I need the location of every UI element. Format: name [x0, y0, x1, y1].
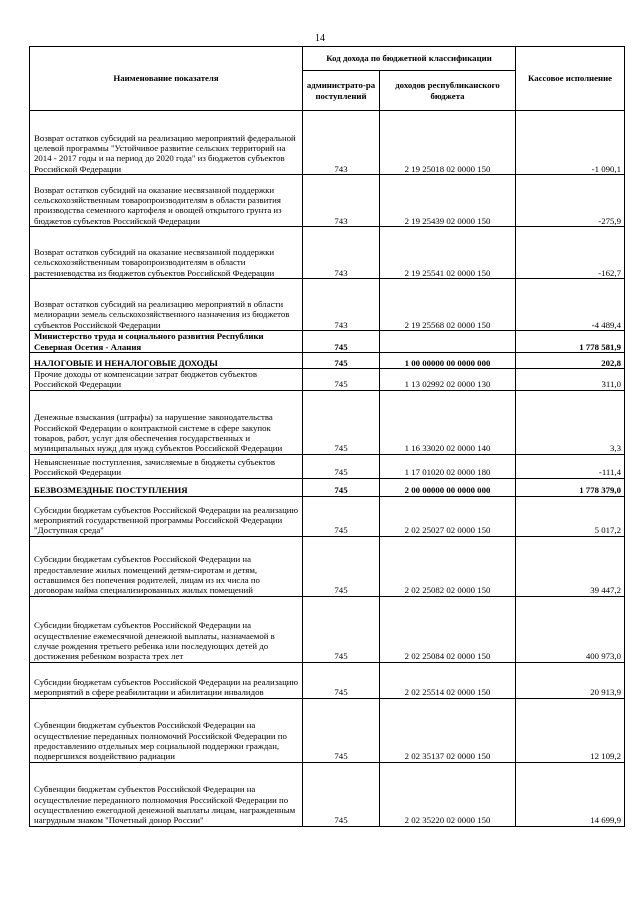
row-amount: -4 489,4: [516, 279, 625, 331]
table-row: [30, 596, 625, 662]
row-income-code: 2 19 25541 02 0000 150: [380, 227, 516, 279]
row-name: Денежные взыскания (штрафы) за нарушение законодательства Российской Федерации о контрактной системе в сфере закупок товаров, работ, услуг для обеспечения государственных и муниципальных нужд для нужд субъектов Российской Федерации: [30, 390, 303, 454]
table-row: [30, 390, 625, 454]
row-admin-code: 745: [303, 762, 380, 826]
header-code-group: Код дохода по бюджетной классификации: [303, 47, 516, 71]
row-income-code: 1 00 00000 00 0000 000: [380, 353, 516, 369]
row-income-code: [380, 331, 516, 353]
table-row: [30, 536, 625, 596]
table-row: [30, 662, 625, 698]
row-admin-code: 745: [303, 536, 380, 596]
row-name: Возврат остатков субсидий на реализацию мероприятий в области мелиорации земель сельскохозяйственного назначения из бюджетов субъектов Российской Федерации: [30, 279, 303, 331]
row-name: НАЛОГОВЫЕ И НЕНАЛОГОВЫЕ ДОХОДЫ: [30, 353, 303, 369]
row-name: Субсидии бюджетам субъектов Российской Федерации на реализацию мероприятий государственной программы Российской Федерации "Доступная среда": [30, 496, 303, 536]
table-row: [30, 331, 625, 353]
row-name: Невыясненные поступления, зачисляемые в бюджеты субъектов Российской Федерации: [30, 454, 303, 478]
row-admin-code: 745: [303, 369, 380, 391]
table-row: [30, 496, 625, 536]
row-income-code: 2 02 35220 02 0000 150: [380, 762, 516, 826]
row-amount: 12 109,2: [516, 698, 625, 762]
row-admin-code: 743: [303, 227, 380, 279]
table-row: [30, 369, 625, 391]
row-income-code: 1 13 02992 02 0000 130: [380, 369, 516, 391]
row-admin-code: 745: [303, 454, 380, 478]
row-income-code: 2 02 25082 02 0000 150: [380, 536, 516, 596]
row-name: Субсидии бюджетам субъектов Российской Федерации на осуществление ежемесячной денежной выплаты, назначаемой в случае рождения третьего ребенка или последующих детей до достижения ребенком возраста трех лет: [30, 596, 303, 662]
row-admin-code: 745: [303, 662, 380, 698]
row-admin-code: 745: [303, 478, 380, 496]
row-admin-code: 745: [303, 698, 380, 762]
row-income-code: 1 17 01020 02 0000 180: [380, 454, 516, 478]
page-number: 14: [315, 33, 325, 44]
row-amount: -111,4: [516, 454, 625, 478]
table-row: [30, 698, 625, 762]
row-admin-code: 745: [303, 331, 380, 353]
row-name: Прочие доходы от компенсации затрат бюджетов субъектов Российской Федерации: [30, 369, 303, 391]
header-admin: администрато-ра поступлений: [303, 71, 380, 111]
row-income-code: 2 02 25084 02 0000 150: [380, 596, 516, 662]
row-name: Субсидии бюджетам субъектов Российской Федерации на предоставление жилых помещений детям-сиротам и детям, оставшимся без попечения родителей, лицам из их числа по договорам найма специализированных жилых помещений: [30, 536, 303, 596]
row-name: Субвенции бюджетам субъектов Российской Федерации на осуществление переданного полномочия Российской Федерации по осуществлению ежегодной денежной выплаты лицам, награжденным нагрудным знаком "Почетный донор России": [30, 762, 303, 826]
row-income-code: 2 02 35137 02 0000 150: [380, 698, 516, 762]
row-income-code: 2 00 00000 00 0000 000: [380, 478, 516, 496]
table-row: [30, 762, 625, 826]
row-admin-code: 745: [303, 596, 380, 662]
row-amount: -275,9: [516, 175, 625, 227]
header-name: Наименование показателя: [30, 47, 303, 111]
table-row: [30, 227, 625, 279]
table-row: [30, 175, 625, 227]
row-income-code: 1 16 33020 02 0000 140: [380, 390, 516, 454]
row-amount: 202,8: [516, 353, 625, 369]
row-name: Субсидии бюджетам субъектов Российской Федерации на реализацию мероприятий в сфере реабилитации и абилитации инвалидов: [30, 662, 303, 698]
table-row: [30, 454, 625, 478]
row-income-code: 2 19 25439 02 0000 150: [380, 175, 516, 227]
row-amount: 39 447,2: [516, 536, 625, 596]
row-name: БЕЗВОЗМЕЗДНЫЕ ПОСТУПЛЕНИЯ: [30, 478, 303, 496]
row-admin-code: 745: [303, 496, 380, 536]
row-admin-code: 745: [303, 390, 380, 454]
row-admin-code: 743: [303, 111, 380, 175]
row-amount: 5 017,2: [516, 496, 625, 536]
row-amount: 20 913,9: [516, 662, 625, 698]
row-name: Субвенции бюджетам субъектов Российской Федерации на осуществление переданных полномочий Российской Федерации по предоставлению отдельных мер социальной поддержки граждан, подвергшихся воздействию радиации: [30, 698, 303, 762]
row-amount: -162,7: [516, 227, 625, 279]
table-row: [30, 279, 625, 331]
revenue-table: [29, 46, 625, 827]
row-amount: 3,3: [516, 390, 625, 454]
row-income-code: 2 19 25018 02 0000 150: [380, 111, 516, 175]
row-income-code: 2 19 25568 02 0000 150: [380, 279, 516, 331]
row-admin-code: 743: [303, 279, 380, 331]
table-row: [30, 111, 625, 175]
header-exec: Кассовое исполнение: [516, 47, 625, 111]
table-row: [30, 353, 625, 369]
row-admin-code: 743: [303, 175, 380, 227]
row-name: Возврат остатков субсидий на оказание несвязанной поддержки сельскохозяйственным товаропроизводителям в области растениеводства из бюджетов субъектов Российской Федерации: [30, 227, 303, 279]
row-name: Возврат остатков субсидий на оказание несвязанной поддержки сельскохозяйственным товаропроизводителям в области развития производства семенного картофеля и овощей открытого грунта из бюджетов субъектов Российской Федерации: [30, 175, 303, 227]
row-amount: 1 778 379,0: [516, 478, 625, 496]
row-amount: 400 973,0: [516, 596, 625, 662]
table-row: [30, 478, 625, 496]
row-amount: 1 778 581,9: [516, 331, 625, 353]
row-income-code: 2 02 25027 02 0000 150: [380, 496, 516, 536]
row-name: Министерство труда и социального развития Республики Северная Осетия - Алания: [30, 331, 303, 353]
row-admin-code: 745: [303, 353, 380, 369]
row-amount: 14 699,9: [516, 762, 625, 826]
row-name: Возврат остатков субсидий на реализацию мероприятий федеральной целевой программы "Устойчивое развитие сельских территорий на 2014 - 2017 годы и на период до 2020 года" из бюджетов субъектов Российской Федерации: [30, 111, 303, 175]
row-amount: -1 090,1: [516, 111, 625, 175]
header-income: доходов республиканского бюджета: [380, 71, 516, 111]
row-amount: 311,0: [516, 369, 625, 391]
row-income-code: 2 02 25514 02 0000 150: [380, 662, 516, 698]
